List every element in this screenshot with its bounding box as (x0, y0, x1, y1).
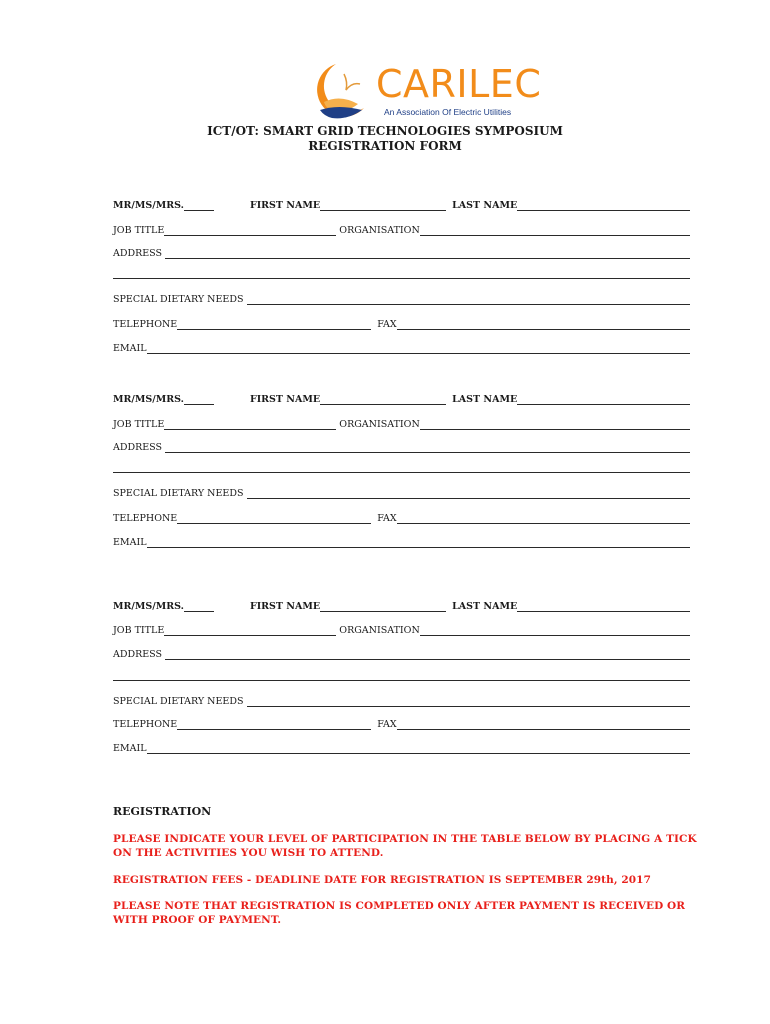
first-name-field[interactable] (320, 200, 446, 211)
title-field[interactable] (184, 394, 214, 405)
title-label: MR/MS/MRS. (113, 601, 184, 612)
email-label: EMAIL (113, 537, 147, 548)
dietary-row (113, 485, 690, 500)
fax-label: FAX (377, 319, 397, 330)
telephone-label: TELEPHONE (113, 319, 178, 330)
telephone-label: TELEPHONE (113, 719, 178, 730)
address-label: ADDRESS (113, 442, 163, 453)
address-row (113, 646, 690, 661)
job-title-label: JOB TITLE (113, 225, 165, 236)
job-row (113, 222, 690, 237)
fax-field[interactable] (397, 513, 690, 524)
organisation-label: ORGANISATION (339, 419, 420, 430)
last-name-label: LAST NAME (452, 601, 518, 612)
address-field[interactable] (165, 442, 690, 453)
telephone-field[interactable] (177, 319, 371, 330)
fax-field[interactable] (397, 319, 690, 330)
dietary-label: SPECIAL DIETARY NEEDS (113, 696, 244, 707)
address-row (113, 439, 690, 454)
form-subtitle: REGISTRATION FORM (308, 139, 462, 153)
first-name-label: FIRST NAME (249, 601, 321, 612)
logo-wordmark: CARILEC (376, 62, 542, 106)
telephone-field[interactable] (177, 719, 371, 730)
job-title-field[interactable] (164, 625, 336, 636)
address-field[interactable] (165, 248, 690, 259)
email-field[interactable] (147, 537, 690, 548)
email-row (113, 340, 690, 355)
address-row (113, 245, 690, 260)
form-title: ICT/OT: SMART GRID TECHNOLOGIES SYMPOSIUM (207, 124, 563, 138)
fax-label: FAX (377, 513, 397, 524)
address-line-2[interactable] (113, 680, 690, 681)
title-label: MR/MS/MRS. (113, 394, 184, 405)
organisation-label: ORGANISATION (339, 225, 420, 236)
job-title-label: JOB TITLE (113, 625, 165, 636)
phone-row (113, 316, 690, 331)
title-field[interactable] (184, 200, 214, 211)
job-row (113, 416, 690, 431)
address-line-2[interactable] (113, 278, 690, 279)
address-label: ADDRESS (113, 649, 163, 660)
last-name-label: LAST NAME (452, 394, 518, 405)
title-field[interactable] (184, 601, 214, 612)
sun-wave-logo-icon (314, 60, 378, 122)
dietary-label: SPECIAL DIETARY NEEDS (113, 488, 244, 499)
email-row (113, 740, 690, 755)
organisation-field[interactable] (420, 625, 690, 636)
dietary-field[interactable] (247, 696, 691, 707)
phone-row (113, 510, 690, 525)
email-field[interactable] (147, 343, 690, 354)
dietary-field[interactable] (247, 294, 691, 305)
first-name-field[interactable] (320, 394, 446, 405)
job-title-label: JOB TITLE (113, 419, 165, 430)
address-line-2[interactable] (113, 472, 690, 473)
email-label: EMAIL (113, 343, 147, 354)
logo-tagline: An Association Of Electric Utilities (384, 107, 512, 117)
name-row (113, 598, 690, 613)
title-label: MR/MS/MRS. (113, 200, 184, 211)
email-row (113, 534, 690, 549)
last-name-label: LAST NAME (452, 200, 518, 211)
last-name-field[interactable] (517, 394, 690, 405)
dietary-label: SPECIAL DIETARY NEEDS (113, 294, 244, 305)
payment-note: PLEASE NOTE THAT REGISTRATION IS COMPLETED ONLY AFTER PAYMENT IS RECEIVED OR WITH PROOF OF PAYMENT. (113, 900, 686, 926)
dietary-field[interactable] (247, 488, 691, 499)
address-label: ADDRESS (113, 248, 163, 259)
first-name-field[interactable] (320, 601, 446, 612)
organisation-field[interactable] (420, 225, 690, 236)
email-field[interactable] (147, 743, 690, 754)
telephone-field[interactable] (177, 513, 371, 524)
name-row (113, 391, 690, 406)
last-name-field[interactable] (517, 200, 690, 211)
organisation-label: ORGANISATION (339, 625, 420, 636)
carilec-logo (314, 60, 544, 122)
organisation-field[interactable] (420, 419, 690, 430)
dietary-row (113, 291, 690, 306)
job-row (113, 622, 690, 637)
phone-row (113, 716, 690, 731)
registration-heading: REGISTRATION (113, 805, 212, 818)
name-row (113, 197, 690, 212)
email-label: EMAIL (113, 743, 147, 754)
first-name-label: FIRST NAME (249, 200, 321, 211)
job-title-field[interactable] (164, 225, 336, 236)
job-title-field[interactable] (164, 419, 336, 430)
fax-label: FAX (377, 719, 397, 730)
deadline-note: REGISTRATION FEES - DEADLINE DATE FOR REGISTRATION IS SEPTEMBER 29th, 2017 (113, 874, 651, 886)
address-field[interactable] (165, 649, 690, 660)
dietary-row (113, 693, 690, 708)
last-name-field[interactable] (517, 601, 690, 612)
participation-note: PLEASE INDICATE YOUR LEVEL OF PARTICIPATION IN THE TABLE BELOW BY PLACING A TICK ON THE ACTIVITIES YOU WISH TO ATTEND. (113, 833, 697, 859)
fax-field[interactable] (397, 719, 690, 730)
telephone-label: TELEPHONE (113, 513, 178, 524)
first-name-label: FIRST NAME (249, 394, 321, 405)
